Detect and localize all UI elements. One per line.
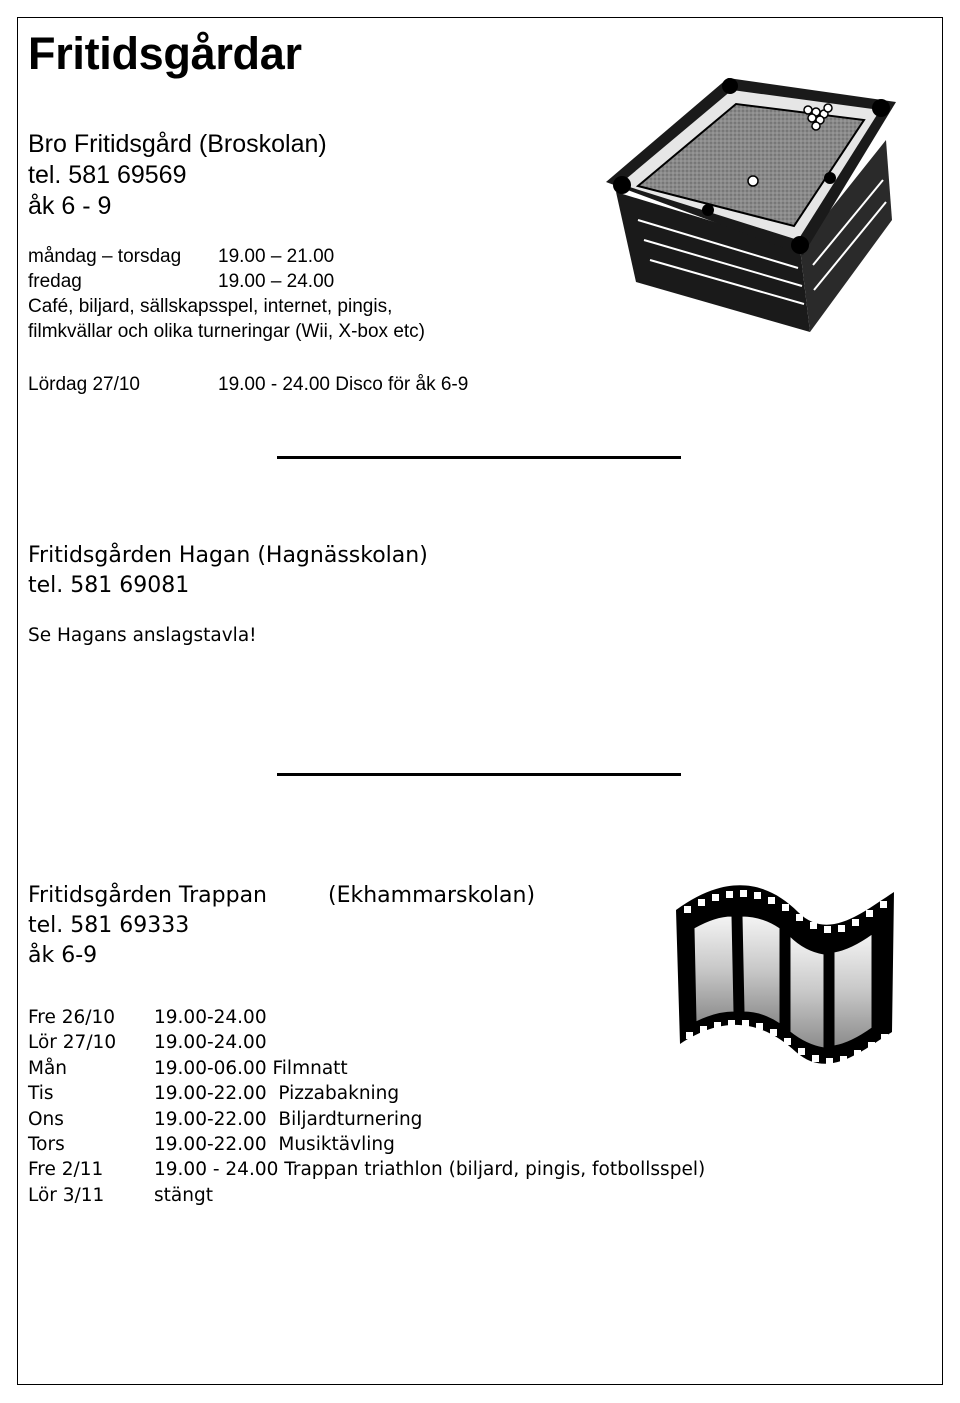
page-title: Fritidsgårdar [28, 28, 302, 79]
trappan-title-row [28, 881, 535, 911]
schedule-time [154, 1157, 705, 1182]
bro-hours-row [28, 244, 425, 269]
table-row [28, 1081, 705, 1106]
trappan-grade: åk 6-9 [28, 943, 98, 968]
table-row [28, 1030, 705, 1055]
schedule-time [154, 1056, 705, 1081]
schedule-activity: Musiktävling [278, 1134, 395, 1156]
hagan-section-heading [28, 541, 428, 601]
film-strip-icon [668, 872, 900, 1084]
schedule-time [154, 1107, 705, 1132]
schedule-day: Tis [28, 1083, 54, 1105]
trappan-school: (Ekhammarskolan) [328, 883, 536, 908]
bro-activities: filmkvällar och olika turneringar (Wii, X-box etc) [28, 321, 426, 342]
schedule-day: Lör 27/10 [28, 1032, 117, 1054]
schedule-activity: Trappan triathlon (biljard, pingis, fotbollsspel) [284, 1159, 706, 1181]
schedule-time [154, 1030, 705, 1055]
bro-section-heading [28, 129, 327, 222]
bro-hours-days: måndag – torsdag [28, 246, 182, 267]
schedule-day: Lör 3/11 [28, 1184, 105, 1206]
section-divider [277, 456, 681, 459]
schedule-time-text: 19.00 - 24.00 [154, 1159, 279, 1181]
schedule-time [154, 1132, 705, 1157]
bro-hours [28, 244, 425, 344]
schedule-day: Ons [28, 1108, 64, 1130]
schedule-time-text: 19.00-22.00 [154, 1083, 267, 1105]
schedule-time-text: 19.00-22.00 [154, 1134, 267, 1156]
trappan-schedule [28, 1005, 705, 1208]
schedule-day: Mån [28, 1057, 68, 1079]
schedule-time-text: 19.00-24.00 [154, 1032, 267, 1054]
table-row [28, 1132, 705, 1157]
bro-grade: åk 6 - 9 [28, 192, 112, 220]
trappan-name: Fritidsgården Trappan [28, 883, 268, 908]
schedule-time-text: 19.00-24.00 [154, 1007, 267, 1028]
hagan-phone: tel. 581 69081 [28, 573, 190, 598]
schedule-time-text: stängt [154, 1184, 213, 1206]
bro-name: Bro Fritidsgård (Broskolan) [28, 130, 327, 158]
pool-table-icon [598, 50, 908, 342]
hagan-name: Fritidsgården Hagan (Hagnässkolan) [28, 543, 428, 568]
bro-hours-row [28, 269, 425, 294]
table-row [28, 1107, 705, 1132]
bro-activities: Café, biljard, sällskapsspel, internet, pingis, [28, 296, 393, 317]
schedule-activity: Filmnatt [272, 1057, 348, 1079]
bro-event [28, 372, 468, 397]
table-row [28, 1005, 705, 1030]
bro-hours-time: 19.00 – 24.00 [218, 271, 335, 292]
schedule-day: Fre 2/11 [28, 1159, 104, 1181]
schedule-day: Fre 26/10 [28, 1007, 116, 1028]
schedule-time [154, 1005, 705, 1030]
schedule-time-text: 19.00-06.00 [154, 1057, 267, 1079]
trappan-phone: tel. 581 69333 [28, 913, 190, 938]
table-row [28, 1157, 705, 1182]
section-divider [277, 773, 681, 776]
schedule-activity: Pizzabakning [278, 1083, 400, 1105]
schedule-time [154, 1183, 705, 1208]
bro-hours-time: 19.00 – 21.00 [218, 246, 335, 267]
trappan-section-heading [28, 881, 535, 971]
schedule-time [154, 1081, 705, 1106]
schedule-day: Tors [28, 1134, 65, 1156]
table-row [28, 1056, 705, 1081]
schedule-time-text: 19.00-22.00 [154, 1108, 267, 1130]
table-row [28, 1183, 705, 1208]
bro-event-desc: 19.00 - 24.00 Disco för åk 6-9 [218, 374, 469, 395]
hagan-note: Se Hagans anslagstavla! [28, 625, 257, 646]
bro-hours-days: fredag [28, 271, 82, 292]
schedule-activity: Biljardturnering [278, 1108, 423, 1130]
bro-phone: tel. 581 69569 [28, 161, 187, 189]
bro-event-day: Lördag 27/10 [28, 374, 140, 395]
